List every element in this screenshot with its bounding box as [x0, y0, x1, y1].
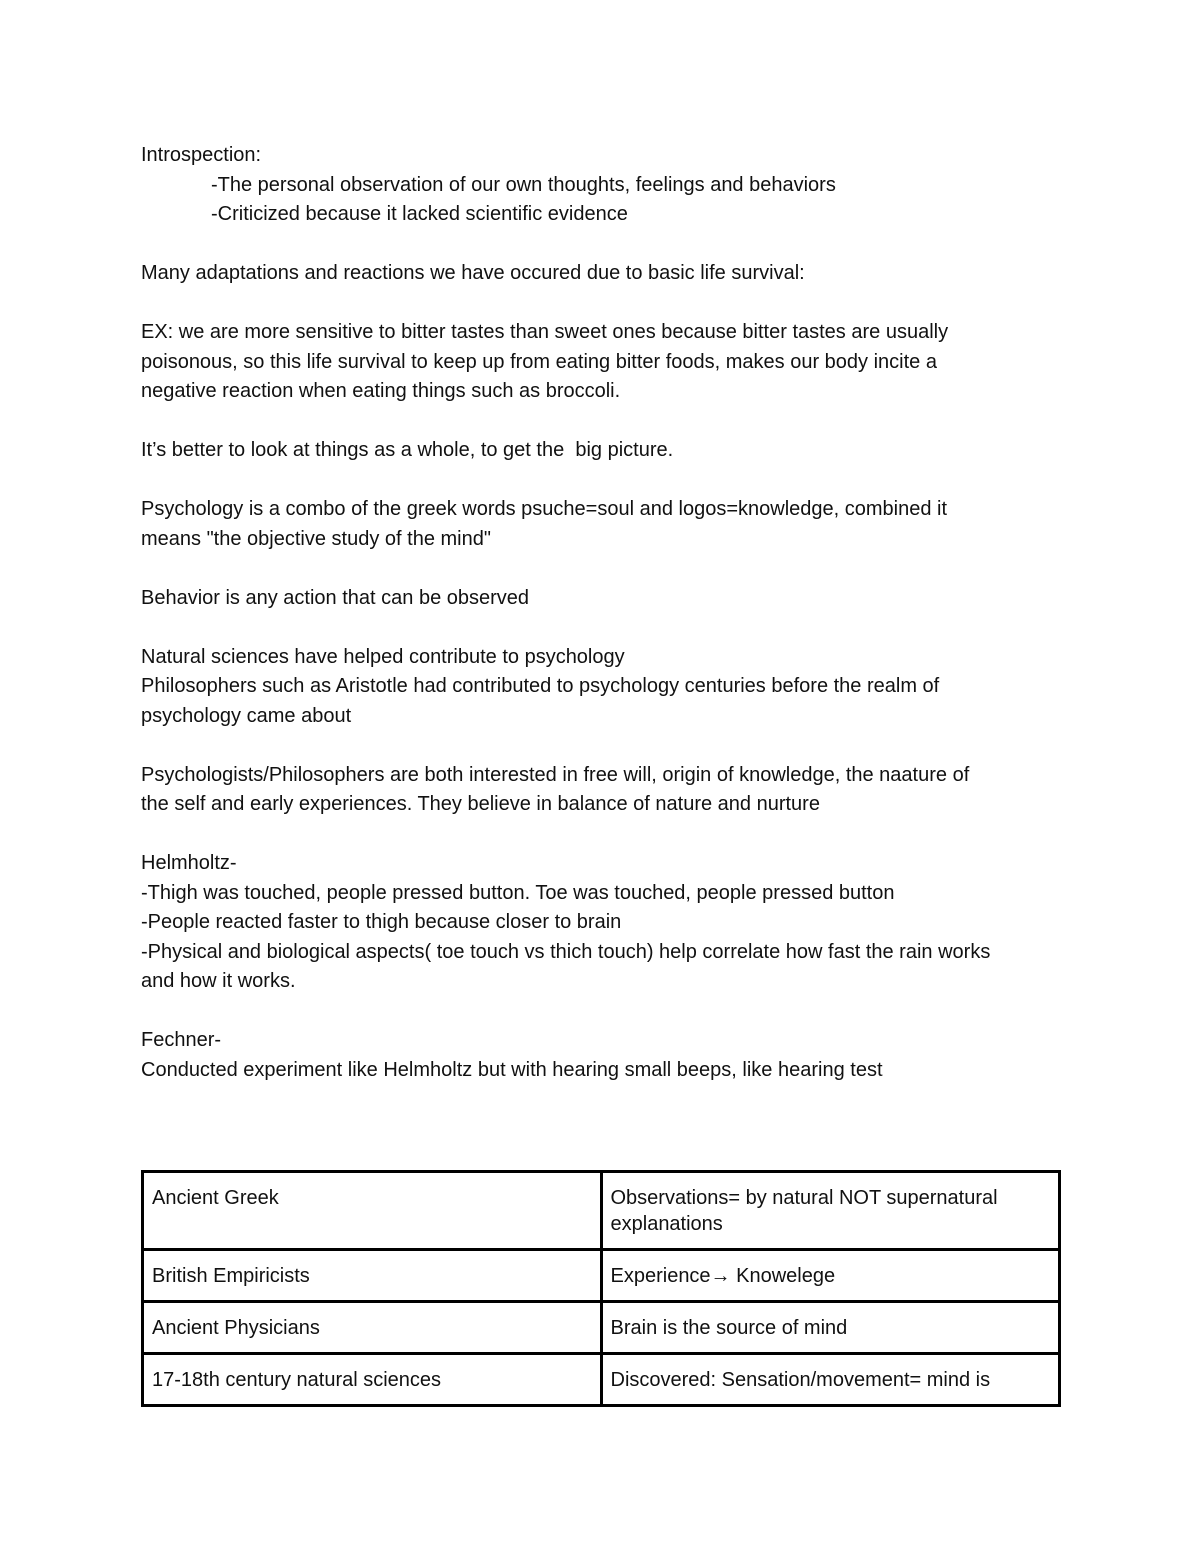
text-line: Introspection: — [141, 144, 262, 166]
table-row — [143, 1250, 1060, 1302]
text-line: Conducted experiment like Helmholtz but with hearing small beeps, like hearing test — [141, 1058, 883, 1081]
text-line: Fechner- — [141, 1029, 222, 1051]
table-cell-description: Observations= by natural NOT supernatural explanations — [601, 1172, 1060, 1250]
blank-line — [141, 613, 1071, 643]
table-cell-topic: British Empiricists — [143, 1250, 602, 1302]
table-cell-topic: Ancient Physicians — [143, 1302, 602, 1354]
notes-table-body — [143, 1172, 1060, 1406]
table-cell-topic: Ancient Greek — [143, 1172, 602, 1250]
table-cell-description: Experience→ Knowelege — [601, 1250, 1060, 1302]
text-line: Natural sciences have helped contribute to psychology — [141, 645, 625, 668]
text-line: It’s better to look at things as a whole, to get the big picture. — [141, 439, 674, 461]
table-cell-topic: 17-18th century natural sciences — [143, 1354, 602, 1406]
blank-line — [141, 997, 1071, 1027]
text-line: negative reaction when eating things such as broccoli. — [141, 380, 621, 402]
text-line: EX: we are more sensitive to bitter tastes than sweet ones because bitter tastes are usually — [141, 321, 949, 343]
table-cell-description: Discovered: Sensation/movement= mind is — [601, 1354, 1060, 1406]
blank-line — [141, 230, 1071, 260]
table-row — [143, 1302, 1060, 1354]
text-line: -Physical and biological aspects( toe touch vs thich touch) help correlate how fast the rain works — [141, 940, 991, 963]
document-body — [141, 141, 1071, 1085]
text-line: means "the objective study of the mind" — [141, 527, 491, 550]
bullet-line: -Criticized because it lacked scientific evidence — [211, 203, 628, 225]
text-line: poisonous, so this life survival to keep up from eating bitter foods, makes our body incite a — [141, 350, 937, 373]
table-row — [143, 1172, 1060, 1250]
blank-line — [141, 466, 1071, 496]
text-line: Philosophers such as Aristotle had contributed to psychology centuries before the realm of — [141, 675, 940, 697]
text-line: psychology came about — [141, 704, 352, 727]
notes-table — [141, 1170, 1061, 1407]
text-line: Helmholtz- — [141, 852, 237, 874]
table-row — [143, 1354, 1060, 1406]
text-line: Many adaptations and reactions we have occured due to basic life survival: — [141, 262, 805, 284]
blank-line — [141, 820, 1071, 850]
text-line: the self and early experiences. They believe in balance of nature and nurture — [141, 793, 820, 815]
text-line: and how it works. — [141, 970, 296, 992]
blank-line — [141, 554, 1071, 584]
blank-line — [141, 289, 1071, 319]
text-line: Psychologists/Philosophers are both interested in free will, origin of knowledge, the naature of — [141, 763, 970, 786]
table-cell-description: Brain is the source of mind — [601, 1302, 1060, 1354]
bullet-line: -The personal observation of our own thoughts, feelings and behaviors — [211, 173, 836, 196]
blank-line — [141, 731, 1071, 761]
text-line: -People reacted faster to thigh because closer to brain — [141, 911, 622, 933]
text-line: Psychology is a combo of the greek words psuche=soul and logos=knowledge, combined it — [141, 498, 948, 520]
text-line: -Thigh was touched, people pressed button. Toe was touched, people pressed button — [141, 881, 895, 904]
text-line: Behavior is any action that can be observed — [141, 586, 530, 609]
blank-line — [141, 407, 1071, 437]
